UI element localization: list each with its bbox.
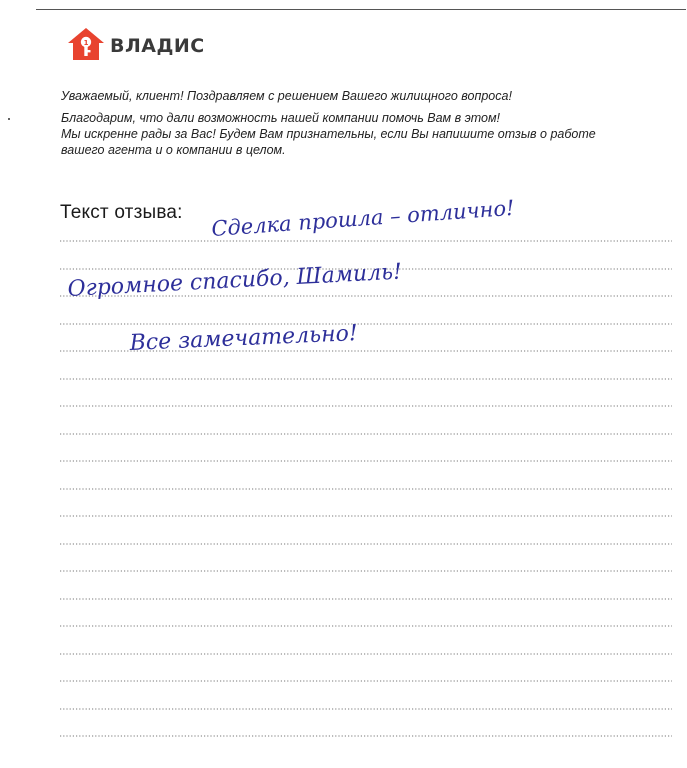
- thanks-line-1: Благодарим, что дали возможность нашей компании помочь Вам в этом!: [61, 111, 501, 125]
- stray-dot: [8, 118, 10, 120]
- logo-text: ВЛАДИС: [110, 34, 205, 57]
- handwritten-line-2: Огромное спасибо, Шамиль!: [67, 259, 403, 302]
- greeting-line: Уважаемый, клиент! Поздравляем с решением Вашего жилищного вопроса!: [61, 89, 512, 103]
- logo-mark-digit: 1: [83, 39, 89, 48]
- thanks-line-2: Мы искренне рады за Вас! Будем Вам признательны, если Вы напишите отзыв о работе: [61, 127, 596, 141]
- handwritten-line-3: Все замечательно!: [129, 321, 359, 356]
- review-label: Текст отзыва:: [60, 202, 183, 223]
- handwritten-line-1: Сделка прошла – отлично!: [210, 195, 516, 241]
- thanks-line-3: вашего агента и о компании в целом.: [61, 143, 286, 157]
